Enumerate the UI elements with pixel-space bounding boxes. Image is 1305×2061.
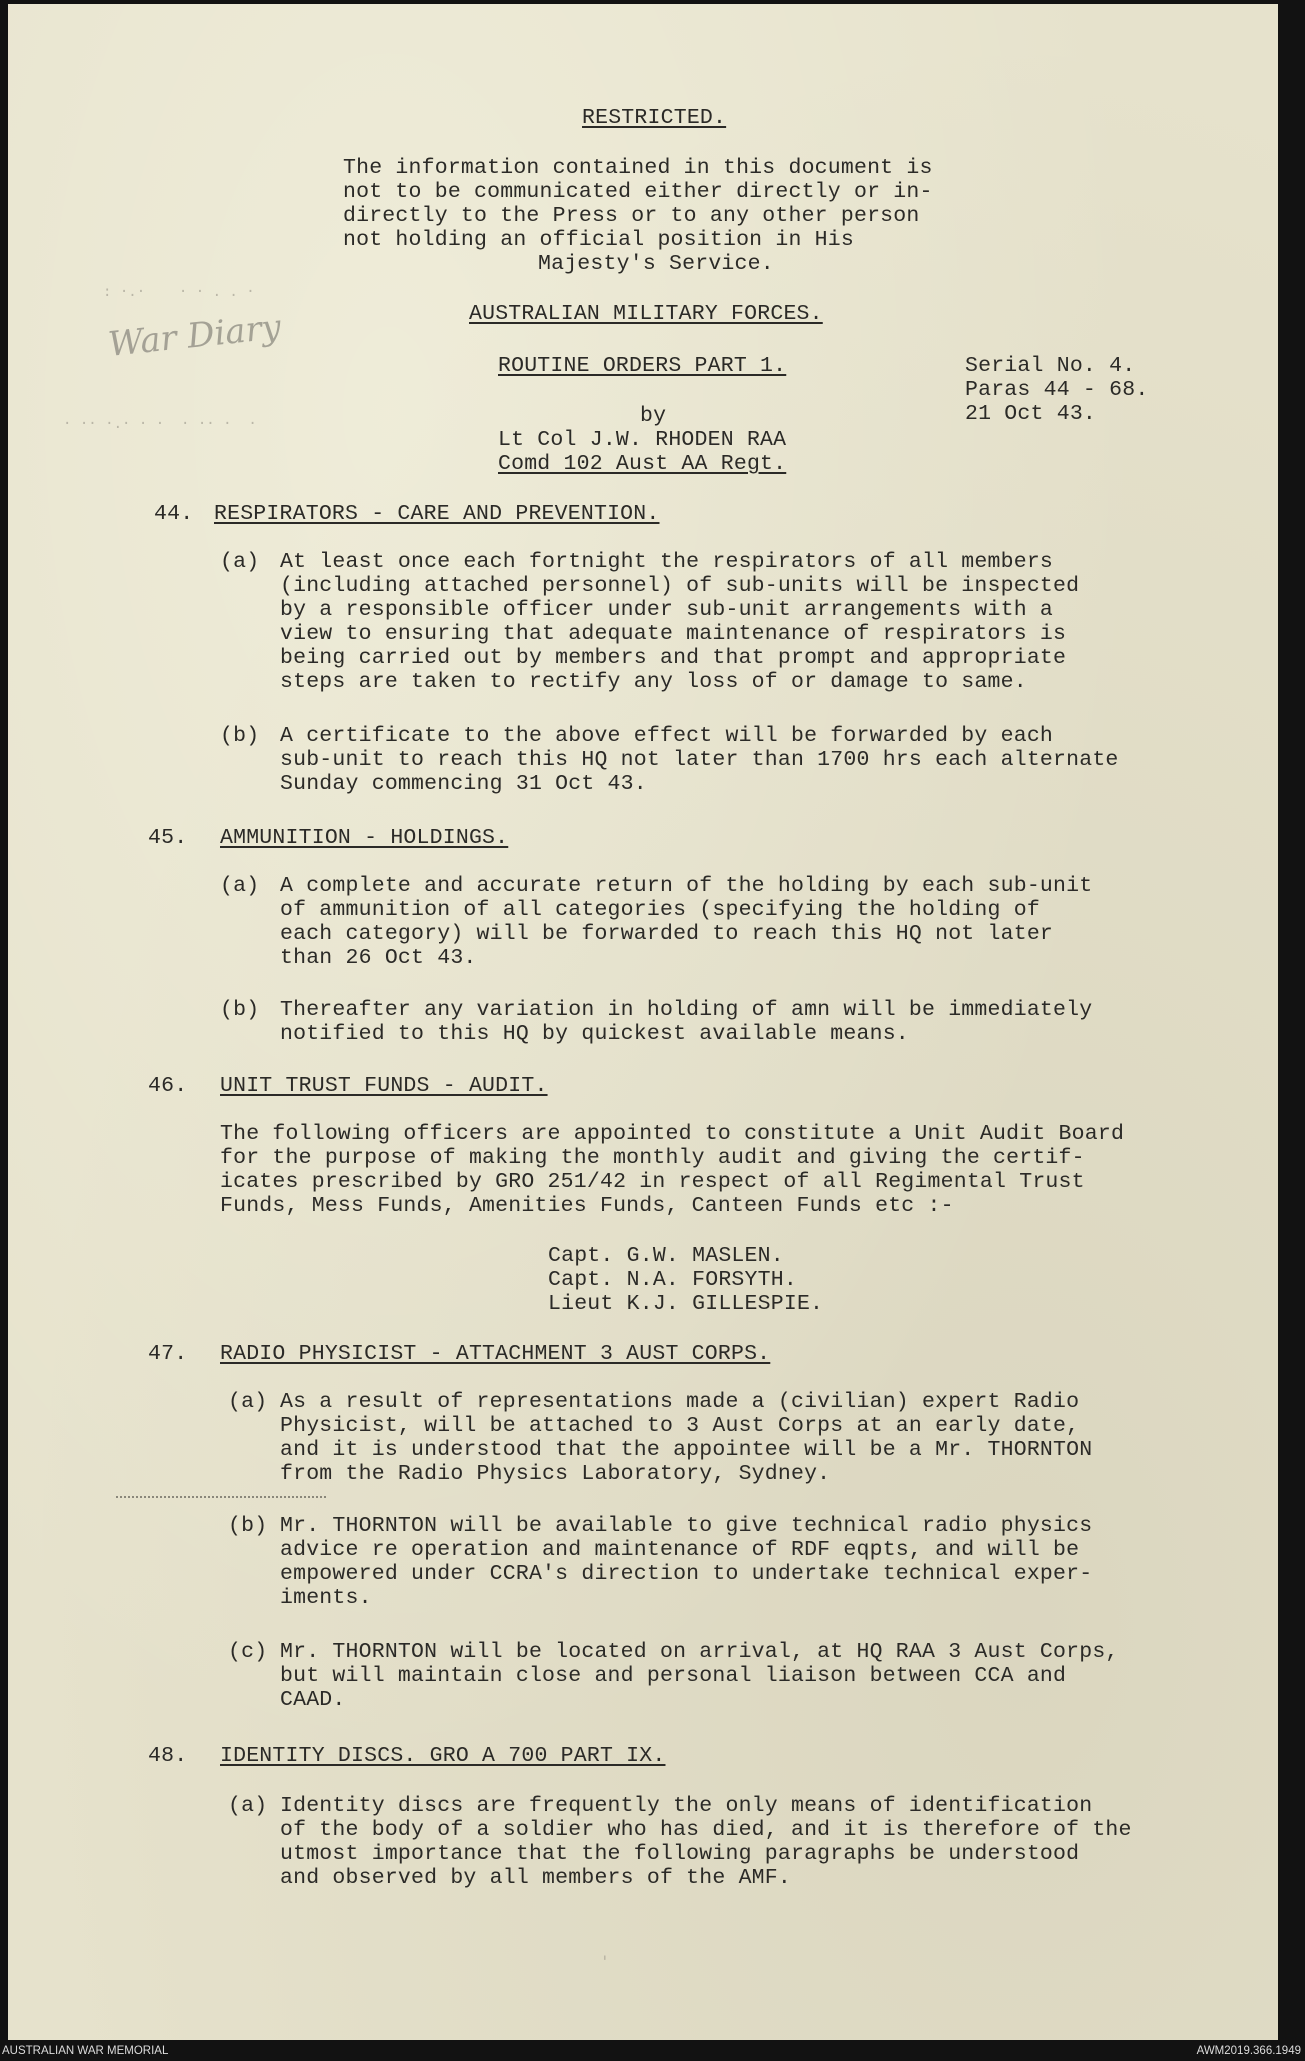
paragraph-title: IDENTITY DISCS. GRO A 700 PART IX. [220,1744,666,1768]
subpara-label: (b) [220,998,260,1022]
bleedthrough-text: : ·.· · · . . · [103,284,255,300]
paragraph-title: AMMUNITION - HOLDINGS. [220,826,509,850]
organisation-heading: AUSTRALIAN MILITARY FORCES. [469,302,823,326]
paragraph-number: 47. [148,1342,188,1366]
text-line: The following officers are appointed to constitute a Unit Audit Board [220,1122,1125,1146]
dotted-rule [116,1496,326,1498]
text-line: than 26 Oct 43. [280,946,477,970]
text-line: each category) will be forwarded to reach this HQ not later [280,922,1054,946]
text-line: and observed by all members of the AMF. [280,1866,791,1890]
text-line: (including attached personnel) of sub-units will be inspected [280,574,1080,598]
text-line: Physicist, will be attached to 3 Aust Corps at an early date, [280,1414,1080,1438]
subpara-label: (b) [220,724,260,748]
text-line: Sunday commencing 31 Oct 43. [280,772,647,796]
officer-name: Lieut K.J. GILLESPIE. [548,1292,824,1316]
text-line: steps are taken to rectify any loss of or damage to same. [280,670,1027,694]
text-line: being carried out by members and that prompt and appropriate [280,646,1067,670]
text-line: empowered under CCRA's direction to undertake technical exper- [280,1562,1093,1586]
paragraph-number: 46. [148,1074,188,1098]
subpara-label: (c) [228,1640,268,1664]
text-line: utmost importance that the following paragraphs be understood [280,1842,1080,1866]
text-line: Funds, Mess Funds, Amenities Funds, Canteen Funds etc :- [220,1194,954,1218]
text-line: of ammunition of all categories (specifying the holding of [280,898,1040,922]
subpara-label: (a) [220,550,260,574]
text-line: sub-unit to reach this HQ not later than 1700 hrs each alternate [280,748,1119,772]
paras-range: Paras 44 - 68. [965,378,1149,402]
text-line: notified to this HQ by quickest available means. [280,1022,909,1046]
text-line: Thereafter any variation in holding of amn will be immediately [280,998,1093,1022]
subpara-label: (a) [228,1794,268,1818]
footer-credit: AUSTRALIAN WAR MEMORIAL [2,2045,169,2057]
author-role: Comd 102 Aust AA Regt. [498,452,787,476]
text-line: for the purpose of making the monthly audit and giving the certif- [220,1146,1085,1170]
text-line: A complete and accurate return of the holding by each sub-unit [280,874,1093,898]
text-line: by a responsible officer under sub-unit arrangements with a [280,598,1054,622]
text-line: As a result of representations made a (civilian) expert Radio [280,1390,1080,1414]
text-line: At least once each fortnight the respirators of all members [280,550,1054,574]
subpara-label: (a) [220,874,260,898]
text-line: iments. [280,1586,372,1610]
paragraph-number: 45. [148,826,188,850]
notice-line: not to be communicated either directly or in- [343,180,933,204]
text-line: Identity discs are frequently the only means of identification [280,1794,1093,1818]
text-line: Mr. THORNTON will be located on arrival, at HQ RAA 3 Aust Corps, [280,1640,1119,1664]
footer-catalogue-id: AWM2019.366.1949 [1196,2045,1301,2057]
by-label: by [640,404,667,428]
text-line: of the body of a soldier who has died, and it is therefore of the [280,1818,1132,1842]
subpara-label: (a) [228,1390,268,1414]
classification-heading: RESTRICTED. [582,106,727,130]
handwritten-annotation: War Diary [106,307,283,365]
text-line: and it is understood that the appointee will be a Mr. THORNTON [280,1438,1093,1462]
paragraph-number: 48. [148,1744,188,1768]
text-line: CAAD. [280,1688,346,1712]
notice-line: Majesty's Service. [538,252,774,276]
subpara-label: (b) [228,1514,268,1538]
author-name: Lt Col J.W. RHODEN RAA [498,428,787,452]
document-title: ROUTINE ORDERS PART 1. [498,354,787,378]
notice-line: The information contained in this document is [343,156,933,180]
paragraph-title: UNIT TRUST FUNDS - AUDIT. [220,1074,548,1098]
text-line: A certificate to the above effect will be forwarded by each [280,724,1054,748]
issue-date: 21 Oct 43. [965,402,1097,426]
text-line: from the Radio Physics Laboratory, Sydney. [280,1462,831,1486]
notice-line: directly to the Press or to any other person [343,204,920,228]
bleedthrough-text: · ·· ·.· · · · ·· · · [63,416,257,432]
text-line: icates prescribed by GRO 251/42 in respect of all Regimental Trust [220,1170,1085,1194]
officer-name: Capt. G.W. MASLEN. [548,1244,784,1268]
notice-line: not holding an official position in His [343,228,854,252]
officer-name: Capt. N.A. FORSYTH. [548,1268,797,1292]
document-page [8,4,1278,2040]
text-line: advice re operation and maintenance of RDF eqpts, and will be [280,1538,1080,1562]
paragraph-title: RADIO PHYSICIST - ATTACHMENT 3 AUST CORPS. [220,1342,771,1366]
text-line: but will maintain close and personal liaison between CCA and [280,1664,1067,1688]
paragraph-number: 44. [154,502,194,526]
serial-number: Serial No. 4. [965,354,1136,378]
paragraph-title: RESPIRATORS - CARE AND PREVENTION. [214,502,660,526]
text-line: view to ensuring that adequate maintenance of respirators is [280,622,1067,646]
text-line: Mr. THORNTON will be available to give technical radio physics [280,1514,1093,1538]
page-mark: ' [600,1952,610,1971]
